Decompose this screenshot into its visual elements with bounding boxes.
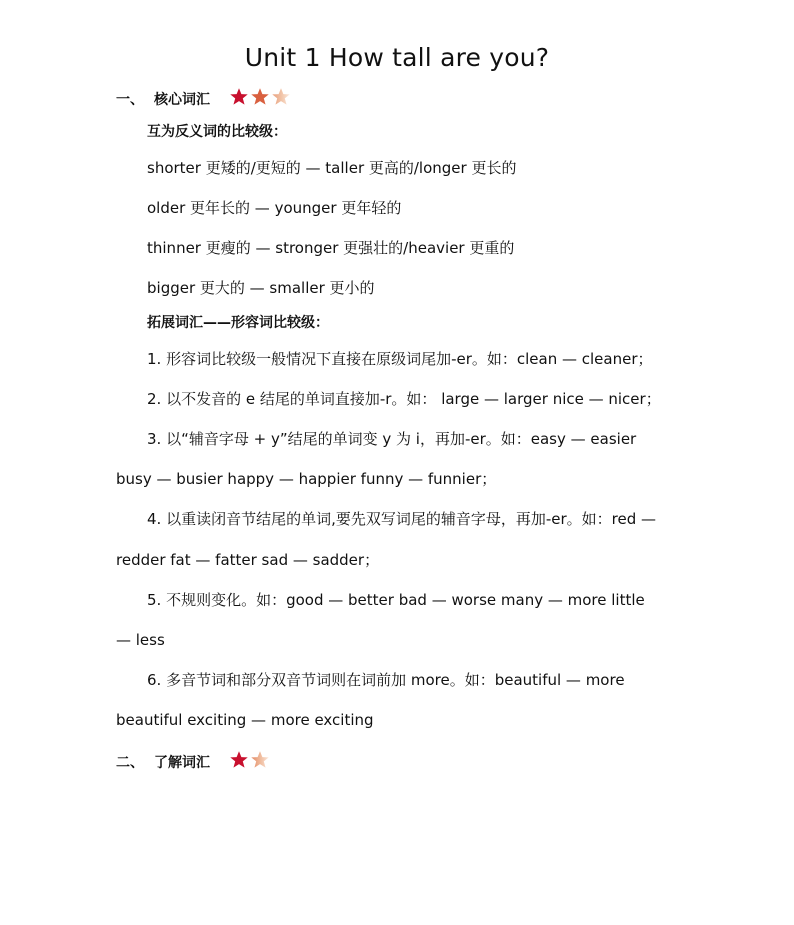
rule-3: 3. 以“辅音字母 + y”结尾的单词变 y 为 i，再加-er。如：easy — easier [147,430,637,448]
antonym-line: thinner 更瘦的 — stronger 更强壮的/heavier 更重的 [147,239,515,257]
page-title: Unit 1 How tall are you? [244,43,550,72]
star-half-icon [250,750,270,769]
section-2-number: 二、 [116,755,144,771]
rule-1: 1. 形容词比较级一般情况下直接在原级词尾加-er。如：clean — cleaner； [147,350,653,368]
antonym-line: bigger 更大的 — smaller 更小的 [147,279,375,297]
star-full-icon [229,87,249,106]
rule-6: 6. 多音节词和部分双音节词则在词前加 more。如：beautiful — more [147,671,625,689]
star-full-icon [250,87,270,106]
antonyms-heading: 互为反义词的比较级： [147,124,287,140]
section-1-label: 核心词汇 [154,92,210,108]
rule-3-continued: busy — busier happy — happier funny — funnier； [116,470,497,488]
section-1-heading [116,87,292,111]
antonym-line: shorter 更矮的/更短的 — taller 更高的/longer 更长的 [147,159,517,177]
extended-heading: 拓展词汇——形容词比较级： [147,315,329,331]
rule-5-continued: — less [116,631,165,649]
rule-4: 4. 以重读闭音节结尾的单词,要先双写词尾的辅音字母，再加-er。如：red — [147,510,657,528]
rule-6-continued: beautiful exciting — more exciting [116,711,374,729]
section-2-heading [116,750,271,774]
section-2-label: 了解词汇 [154,755,210,771]
rule-2: 2. 以不发音的 e 结尾的单词直接加-r。如： large — larger nice — nicer； [147,390,661,408]
rule-4-continued: redder fat — fatter sad — sadder； [116,551,380,569]
rule-5: 5. 不规则变化。如：good — better bad — worse many — more little [147,591,645,609]
antonym-line: older 更年长的 — younger 更年轻的 [147,199,402,217]
section-1-number: 一、 [116,92,144,108]
star-full-icon [229,750,249,769]
section-2-rating [229,750,271,769]
section-1-rating [229,87,292,106]
star-half-icon [271,87,291,106]
